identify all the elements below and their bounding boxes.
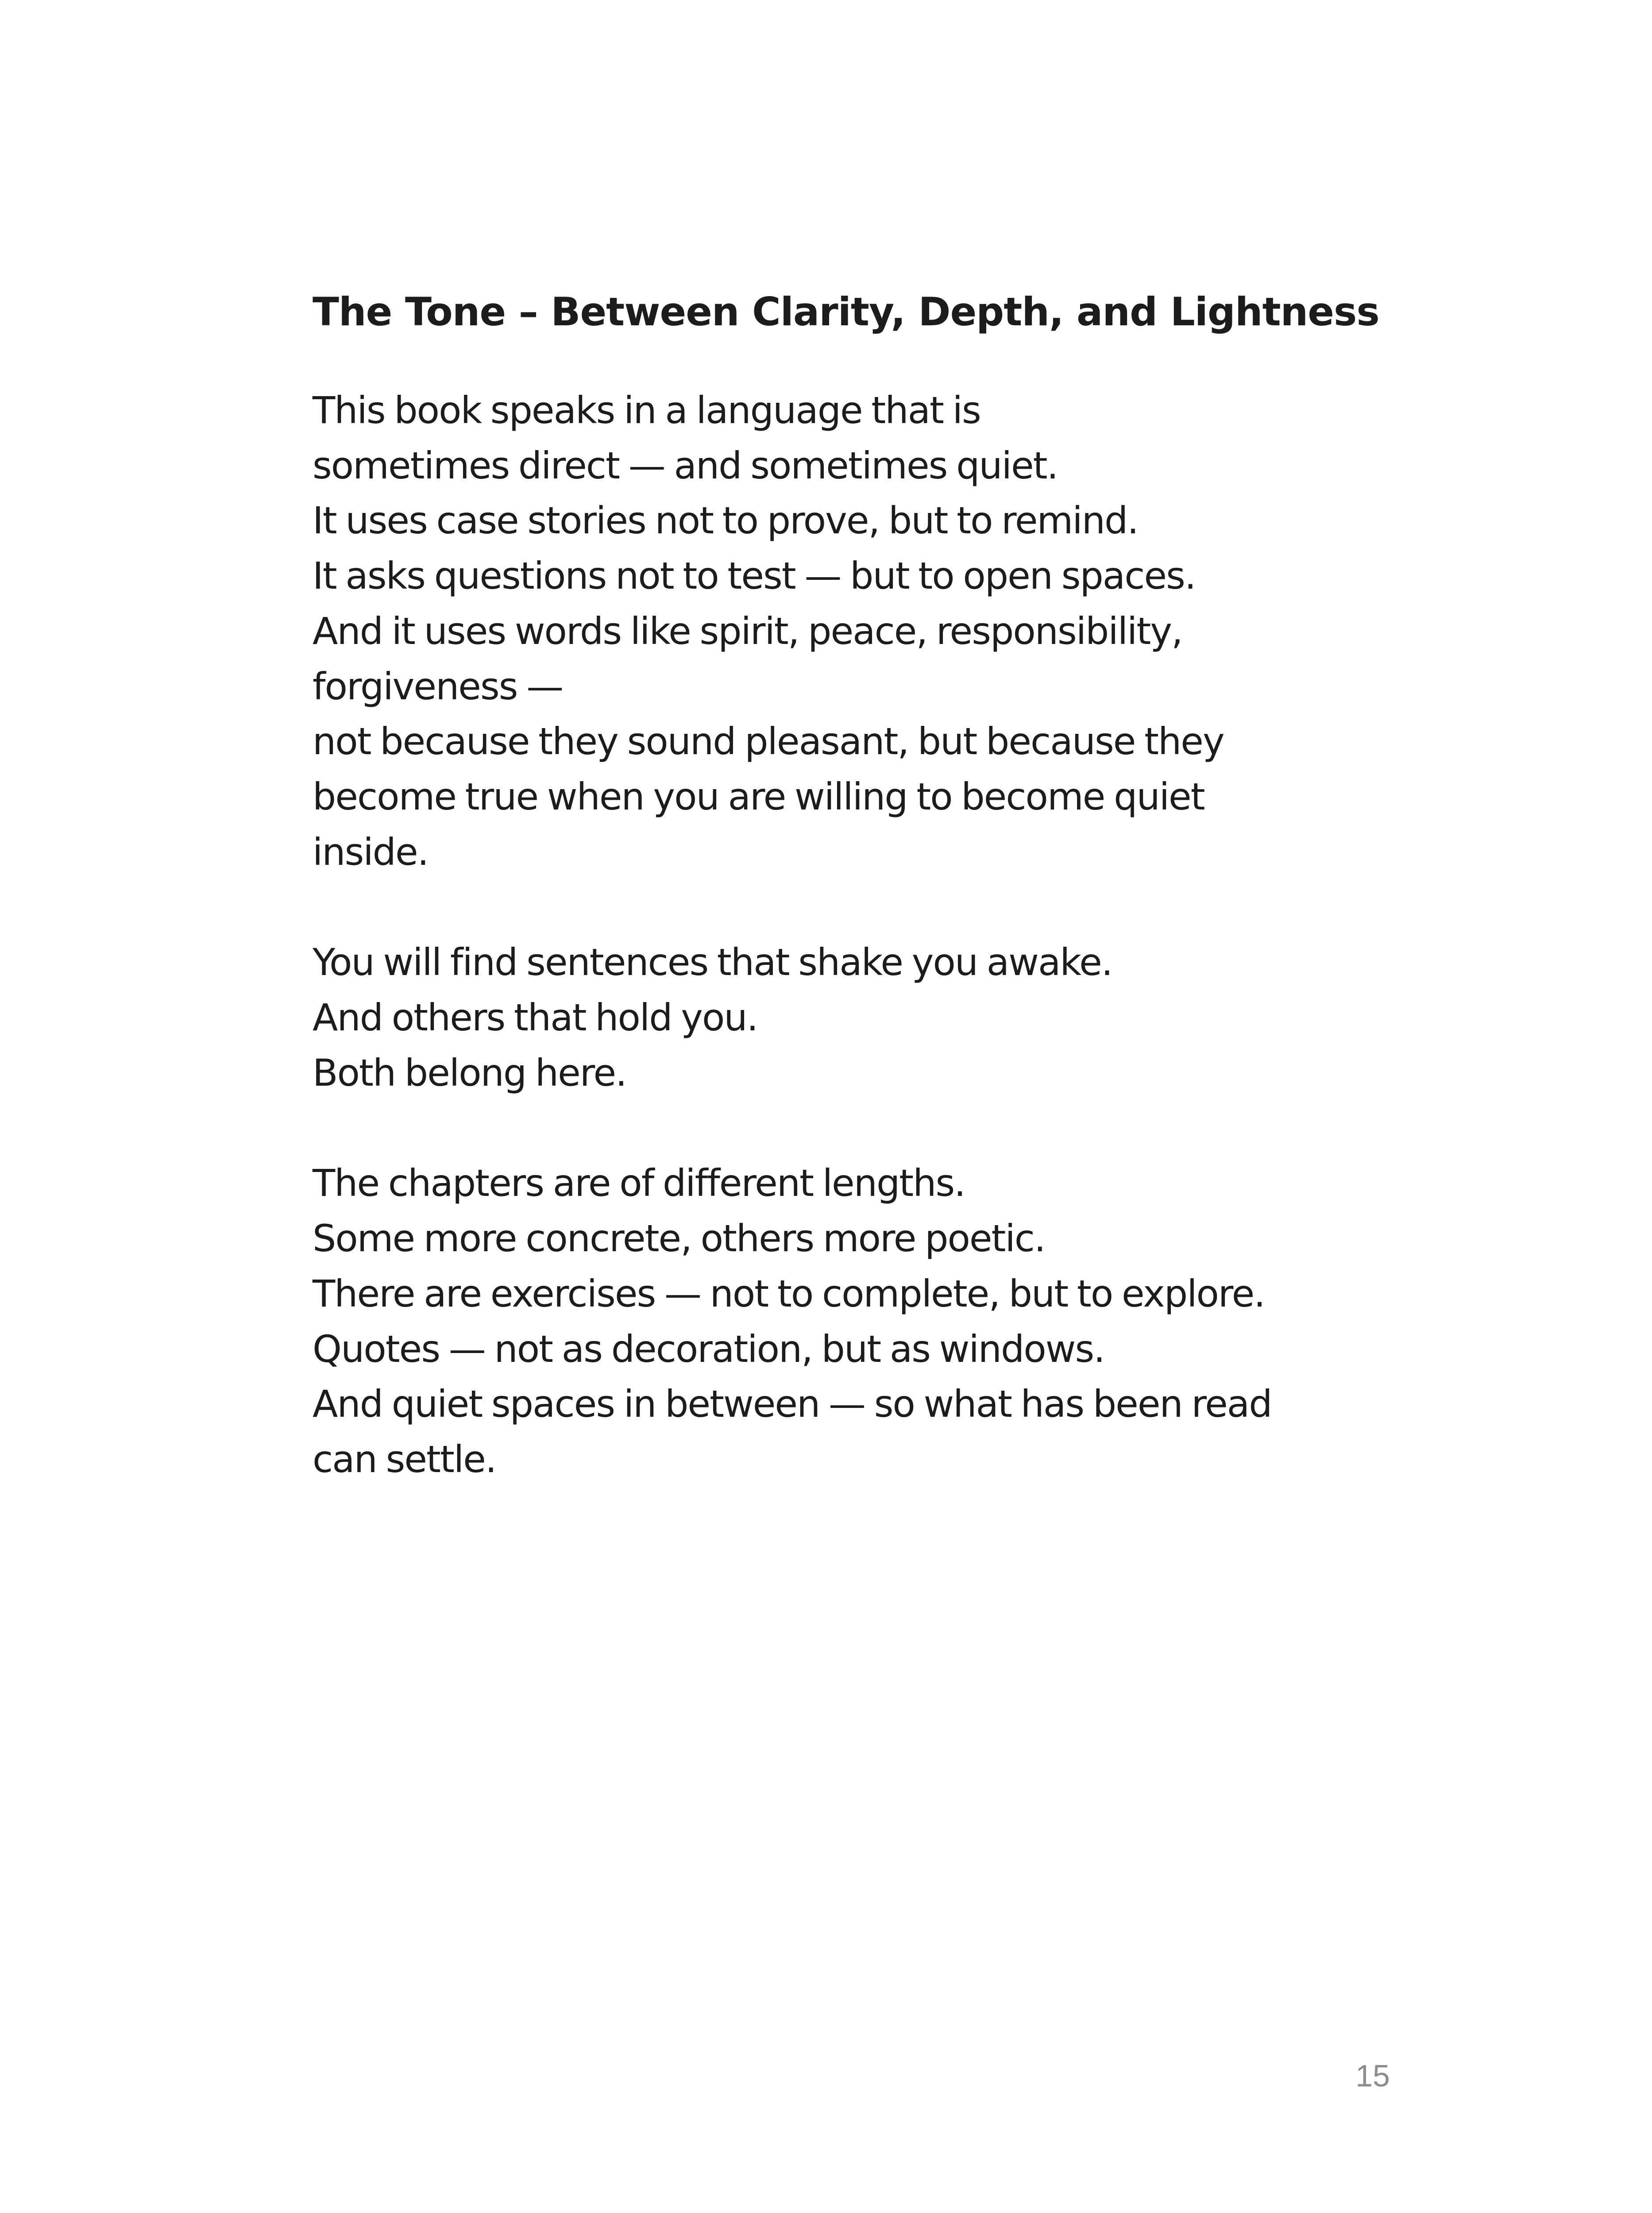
text-line: It uses case stories not to prove, but to remind. <box>313 499 1138 543</box>
text-line: Quotes — not as decoration, but as windows. <box>313 1327 1104 1371</box>
text-line: There are exercises — not to complete, but to explore. <box>313 1272 1265 1315</box>
text-line: And it uses words like spirit, peace, responsibility, <box>313 609 1182 653</box>
paragraph-1 <box>313 383 1428 879</box>
text-line: You will find sentences that shake you awake. <box>313 941 1112 984</box>
section-heading: The Tone – Between Clarity, Depth, and Lightness <box>313 289 1379 335</box>
text-line: Some more concrete, others more poetic. <box>313 1217 1045 1261</box>
paragraph-3 <box>313 1156 1428 1487</box>
text-line: can settle. <box>313 1437 496 1481</box>
text-line: This book speaks in a language that is <box>313 389 980 432</box>
paragraph-2 <box>313 935 1428 1100</box>
text-line: Both belong here. <box>313 1051 626 1095</box>
text-line: become true when you are willing to become quiet <box>313 775 1204 818</box>
text-line: forgiveness — <box>313 664 563 708</box>
text-line: The chapters are of different lengths. <box>313 1161 965 1205</box>
text-line: inside. <box>313 830 428 874</box>
text-line: not because they sound pleasant, but because they <box>313 720 1224 763</box>
text-line: sometimes direct — and sometimes quiet. <box>313 443 1058 487</box>
text-line: And others that hold you. <box>313 996 758 1040</box>
page-content <box>313 277 1428 1542</box>
page-number: 15 <box>1355 2059 1390 2093</box>
text-line: And quiet spaces in between — so what has been read <box>313 1382 1272 1426</box>
text-line: It asks questions not to test — but to open spaces. <box>313 554 1196 598</box>
